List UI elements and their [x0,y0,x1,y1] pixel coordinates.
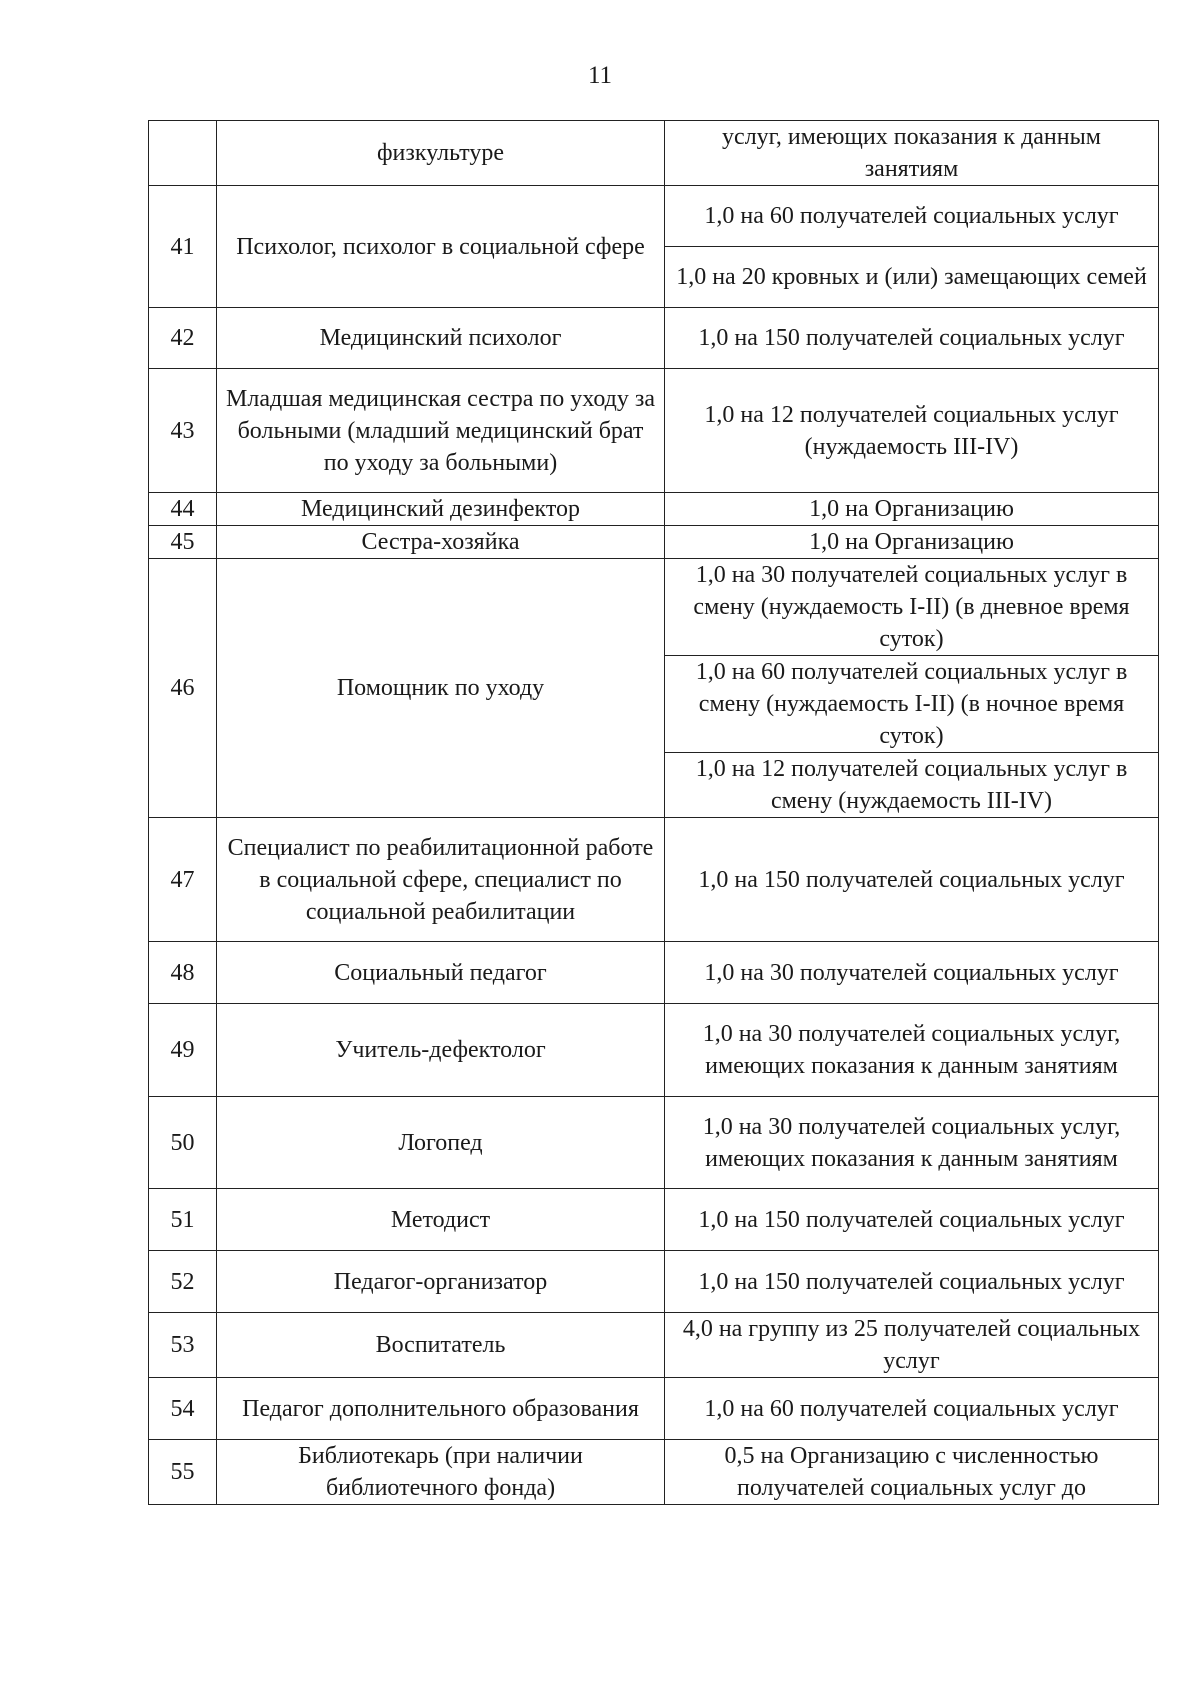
norm-cell: 1,0 на 30 получателей социальных услуг [665,942,1159,1004]
row-number-cell: 53 [149,1313,217,1378]
table-row [149,308,1159,369]
row-number-cell: 44 [149,493,217,526]
norm-cell: 1,0 на 60 получателей социальных услуг в смену (нуждаемость I-II) (в ночное время суток) [665,656,1159,753]
row-number-cell: 49 [149,1004,217,1097]
table-row [149,1189,1159,1251]
table-row [149,942,1159,1004]
norm-cell: 1,0 на 150 получателей социальных услуг [665,1251,1159,1313]
position-cell: Психолог, психолог в социальной сфере [217,186,665,308]
position-cell: Педагог-организатор [217,1251,665,1313]
table-row [149,1097,1159,1189]
table-row [149,526,1159,559]
position-cell: Методист [217,1189,665,1251]
norm-cell: 1,0 на 30 получателей социальных услуг, имеющих показания к данным занятиям [665,1097,1159,1189]
norm-cell: услуг, имеющих показания к данным занятиям [665,121,1159,186]
norm-cell: 1,0 на Организацию [665,493,1159,526]
position-cell: Помощник по уходу [217,559,665,818]
table-row [149,186,1159,247]
norm-cell: 1,0 на 150 получателей социальных услуг [665,308,1159,369]
position-cell: Учитель-дефектолог [217,1004,665,1097]
position-cell: Медицинский дезинфектор [217,493,665,526]
row-number-cell: 45 [149,526,217,559]
table-row [149,1004,1159,1097]
table-row [149,559,1159,656]
row-number-cell: 54 [149,1378,217,1440]
table-row [149,818,1159,942]
staffing-norms-table [148,120,1159,1505]
position-cell: Социальный педагог [217,942,665,1004]
norm-cell: 1,0 на 30 получателей социальных услуг в смену (нуждаемость I-II) (в дневное время суток) [665,559,1159,656]
position-cell: Сестра-хозяйка [217,526,665,559]
table-row [149,1313,1159,1378]
norm-cell: 0,5 на Организацию с численностью получателей социальных услуг до [665,1440,1159,1505]
norm-cell: 1,0 на 60 получателей социальных услуг [665,1378,1159,1440]
norm-cell: 1,0 на 60 получателей социальных услуг [665,186,1159,247]
position-cell: Библиотекарь (при наличии библиотечного фонда) [217,1440,665,1505]
row-number-cell: 43 [149,369,217,493]
norm-cell: 1,0 на 150 получателей социальных услуг [665,818,1159,942]
table-row [149,1378,1159,1440]
position-cell: Педагог дополнительного образования [217,1378,665,1440]
norm-cell: 1,0 на 20 кровных и (или) замещающих семей [665,247,1159,308]
row-number-cell: 47 [149,818,217,942]
norm-cell: 1,0 на 12 получателей социальных услуг (нуждаемость III-IV) [665,369,1159,493]
row-number-cell: 50 [149,1097,217,1189]
position-cell: физкультуре [217,121,665,186]
row-number-cell: 52 [149,1251,217,1313]
norm-cell: 1,0 на 30 получателей социальных услуг, имеющих показания к данным занятиям [665,1004,1159,1097]
table-row [149,121,1159,186]
table-row [149,1440,1159,1505]
position-cell: Воспитатель [217,1313,665,1378]
position-cell: Младшая медицинская сестра по уходу за больными (младший медицинский брат по уходу за больными) [217,369,665,493]
norm-cell: 1,0 на 12 получателей социальных услуг в смену (нуждаемость III-IV) [665,753,1159,818]
row-number-cell [149,121,217,186]
row-number-cell: 55 [149,1440,217,1505]
position-cell: Логопед [217,1097,665,1189]
row-number-cell: 48 [149,942,217,1004]
position-cell: Медицинский психолог [217,308,665,369]
norm-cell: 4,0 на группу из 25 получателей социальных услуг [665,1313,1159,1378]
norm-cell: 1,0 на Организацию [665,526,1159,559]
table-row [149,1251,1159,1313]
position-cell: Специалист по реабилитационной работе в социальной сфере, специалист по социальной реабилитации [217,818,665,942]
page-number: 11 [587,62,613,89]
norm-cell: 1,0 на 150 получателей социальных услуг [665,1189,1159,1251]
row-number-cell: 42 [149,308,217,369]
row-number-cell: 41 [149,186,217,308]
table-row [149,369,1159,493]
row-number-cell: 46 [149,559,217,818]
table-row [149,493,1159,526]
row-number-cell: 51 [149,1189,217,1251]
